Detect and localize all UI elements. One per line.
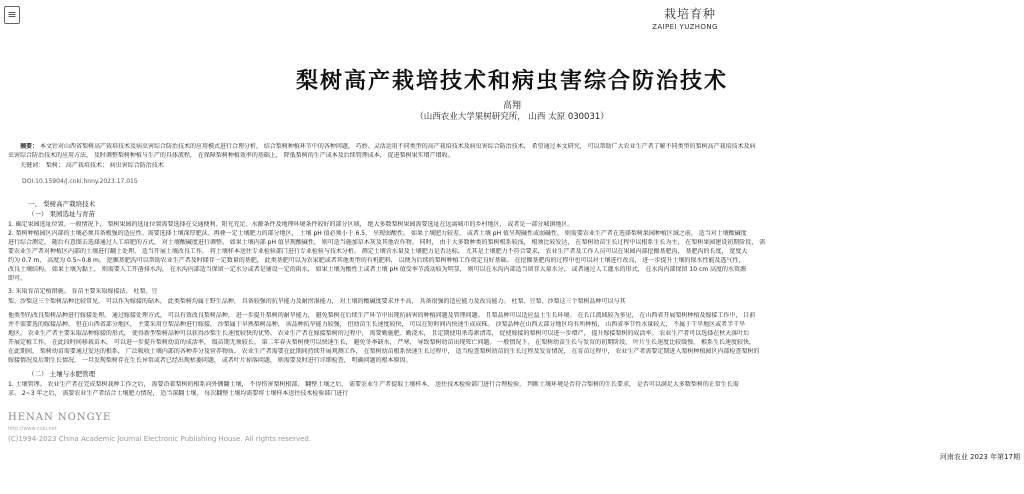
section-heading-1: 一、 梨树高产栽培技术	[28, 200, 96, 208]
body-line: 在此期间， 梨树幼苗需要通过发达的根系， 广泛吸收土壤内部的各种养分及营养物质。 农业生产者需要在此期间持续开展观测工作， 在梨树幼苗根系快速生长过程中， 适当检查梨树幼苗的生长过程及发育情况， 在育苗过程中， 农业生产者需要定期进入梨树种植园区内部检查梨树的	[8, 348, 760, 355]
body-line: 约为 0.7 m， 高度为 0.5~0.8 m。 挖掘基肥沟可以帮助农业生产者及时储存一定数量的基肥， 此类基肥可以为农家肥或者其他类型的有机肥料， 以便为后续的梨树种植工作奠定良好基础。 在挖掘基肥沟的过程中也可以对土壤进行改良， 进一步提升土壤的保水性能及透气性，	[8, 257, 745, 264]
body-line: 要农业生产者对种植区内部的土壤进行翻土处理， 适当开展土壤改良工作， 将土壤样本送往专业检验部门进行专业检验与技术分析。 测定土壤含水量及土壤肥力是否达标， 尤其是土壤肥力不符合要求， 农业生产者及工作人员可以在果园内部挖掘基肥沟， 基肥沟的长度， 宽度大	[8, 248, 748, 255]
body-line: 3. 采取育苗定植措施。 育苗主要采取嫁接法。 杜梨、豆	[8, 288, 158, 295]
body-line: 1. 确定果园选址位置。一般情况下， 梨树果园的选址位置需要选择在交通便利、阳光充足、水源条件及地理环境条件较好的部分区域， 绝大多数梨树果园需要选址在远离城市的乡村地区， 或者是一部分城镇地区。	[8, 221, 574, 228]
body-line: 并不需要选的嫁接品种， 但在山西省部分地区， 主要采用豆梨品种进行嫁接， 沙梨属于早熟梨树品种， 该品种抗旱能力较强， 但幼苗生长速度较快， 可以在短时间内快速生成成株。 沙梨品种在山西大部分地区均有所种植， 山西省季节性水量较大， 不属于干旱地区或者半干旱	[8, 321, 746, 328]
column-label-en: ZAIPEI YUZHONG	[652, 23, 718, 31]
body-line: 嫁接情况及后期生长情况， 一旦发现梨树存在生长异常或者已经出现枯萎问题， 或者叶片掉落问题， 则需要及时进行详细检查， 明确问题的根本原因。	[8, 357, 412, 364]
body-line: 2. 梨树种植园区内部的土壤必须具备极强的适应性。需要选择土壤深厚肥沃、再叠一定土壤肥力的部分地区， 土壤 pH 值必须小于 6.5， 呈现弱酸性。 如果土壤肥力较差， 或者土壤 pH 值呈现碱性或弱碱性， 则需要农业生产者在选择梨树果园种植区域之前， 适当对土壤酸碱度	[8, 230, 747, 237]
subsection-heading-1: （一） 果园选址与育苗	[28, 210, 96, 218]
abstract-label: 摘要：	[20, 143, 39, 150]
article-author: 高翔	[502, 101, 521, 111]
subsection-heading-2: （二） 土壤与水肥管理	[28, 370, 96, 378]
abstract-line-1	[20, 143, 1020, 152]
body-line: 求。 2~3 年之后， 需要农业生产者结合土壤肥力情况， 适当深翻土壤， 每次翻整土壤均需要将土壤样本送往技术检验部门进行	[8, 390, 349, 397]
body-line: 改良土壤结构。 如果土壤为黏土， 则需要人工开凿排水沟， 在水沟内部适当保留一定水分或者是铺设一定的雨水， 如果土壤为酸性土或者土壤 pH 值受季节波动较为明显， 则可以在水沟内部适当留存大量水分， 或者通过人工灌水的形式， 在水沟内部保留 10 cm 高度的水资源	[8, 266, 746, 273]
article-title: 梨树高产栽培技术和病虫害综合防治技术	[295, 68, 728, 94]
issue-info: 河南农业 2023 年第17期	[939, 453, 1020, 461]
body-line: 1. 土壤管理。 农业生产者在完成梨树栽种工作之后， 需要沿着梨树的根系向外侧翻土壤， 不得伤害梨树根部。 翻整土壤之后， 需要农业生产者提取土壤样本， 送往技术检验部门进行合理检验， 判断土壤环境是否符合梨树的生长要求， 是否可以满足大多数梨树的正常生长需	[8, 381, 739, 388]
journal-logo-icon: ≡	[4, 6, 20, 24]
keywords-line: 关键词： 梨树； 高产栽培技术； 病虫害综合防治技术	[20, 162, 164, 169]
body-line: 地区。 农业生产者主要采取品种嫁接的形式， 使得新型梨树品种可以获得沙梨生长速度较快的优势。 农业生产者在嫁接梨树的过程中， 需要勤施肥、勤浇水， 且定期使用杀毒素清毒， 促使嫁接的梨树可以进一步增产， 提升嫁接梨树的成活率。 农业生产者可以选择在秋天落叶后	[8, 330, 750, 337]
abstract-line-2: 虫害综合防治技术的应用方法， 及时调整梨树种植与生产的具体流程， 在保障梨树种植效率的基础上， 降低梨树的生产成本及后续管理成本， 促进梨树果实增产增收。	[8, 152, 454, 159]
doi: DOI:10.15904/j.cnki.hnny.2023.17.015	[22, 178, 138, 185]
copyright-notice: (C)1994-2023 China Academic Journal Electronic Publishing House. All rights reserved.	[8, 435, 312, 443]
abstract-text-1: 本文针对山西省梨树高产栽培技术及病虫害综合防治技术的应用模式进行合理分析， 结合梨树种植环节中的各种问题， 巧妙、灵活运用不同类型的高产栽培技术及病虫害综合防治技术， 希望通过本文研究， 可以帮助广大农业生产者了解不同类型的梨树高产栽培技术及病	[39, 143, 756, 150]
watermark-url: http://www.cnki.net	[8, 426, 57, 432]
journal-name-en: HENAN NONGYE	[8, 412, 112, 423]
body-line: 梨、沙梨这三个梨树品种比较常见， 可以作为嫁接的砧木， 此类梨树均属于野生品种， 具备较强的抗旱能力及耐涝湿能力， 对土壤的酸碱度要求并不高， 具备很强的适应能力及改良能力。 杜梨、豆梨、沙梨这三个梨树品种可以与其	[8, 298, 626, 305]
body-line: 即可。	[8, 275, 27, 282]
body-line: 进行综合测定， 随后有意图去选择通过人工培肥的方式， 对土壤酸碱度进行调整。 如果土壤内部 pH 值呈现酸碱性， 则可适当施加草木灰及其他农作物。 同时， 由于大多数种类的梨树根系较浅， 根须比较发达， 在梨树幼苗生长过程中以根系生长为主， 在梨树果园建设初期阶段， 需	[8, 239, 766, 246]
column-label: 栽培育种	[663, 7, 716, 21]
body-line: 开展定植工作， 在此段时间移栽苗木， 可以进一步提升梨树幼苗的成活率， 缓苗期无须较长。 第二年春天梨树便可以快速生长， 避免冬季缺水， 严寒， 导致梨树幼苗出现死亡问题。 一般情况下， 在梨树幼苗生长与发育的初期阶段， 叶片生长速度比较缓慢， 根系生长速度较快，	[8, 339, 755, 346]
author-affiliation: （山西农业大学果树研究所， 山西 太原 030031）	[415, 112, 609, 122]
body-line: 他类型的改良梨树品种进行嫁接处理。 通过嫁接处理方式， 可以有效改良梨树品种， 进一步提升梨树的耐旱能力， 避免梨树在后续生产环节中出现抗病害的种植问题及管理问题。 且梨品种可以适应益土生长环境。 在长江流域较为多见， 在山西省开展梨树种植及嫁接工作中， 目前	[8, 312, 756, 319]
